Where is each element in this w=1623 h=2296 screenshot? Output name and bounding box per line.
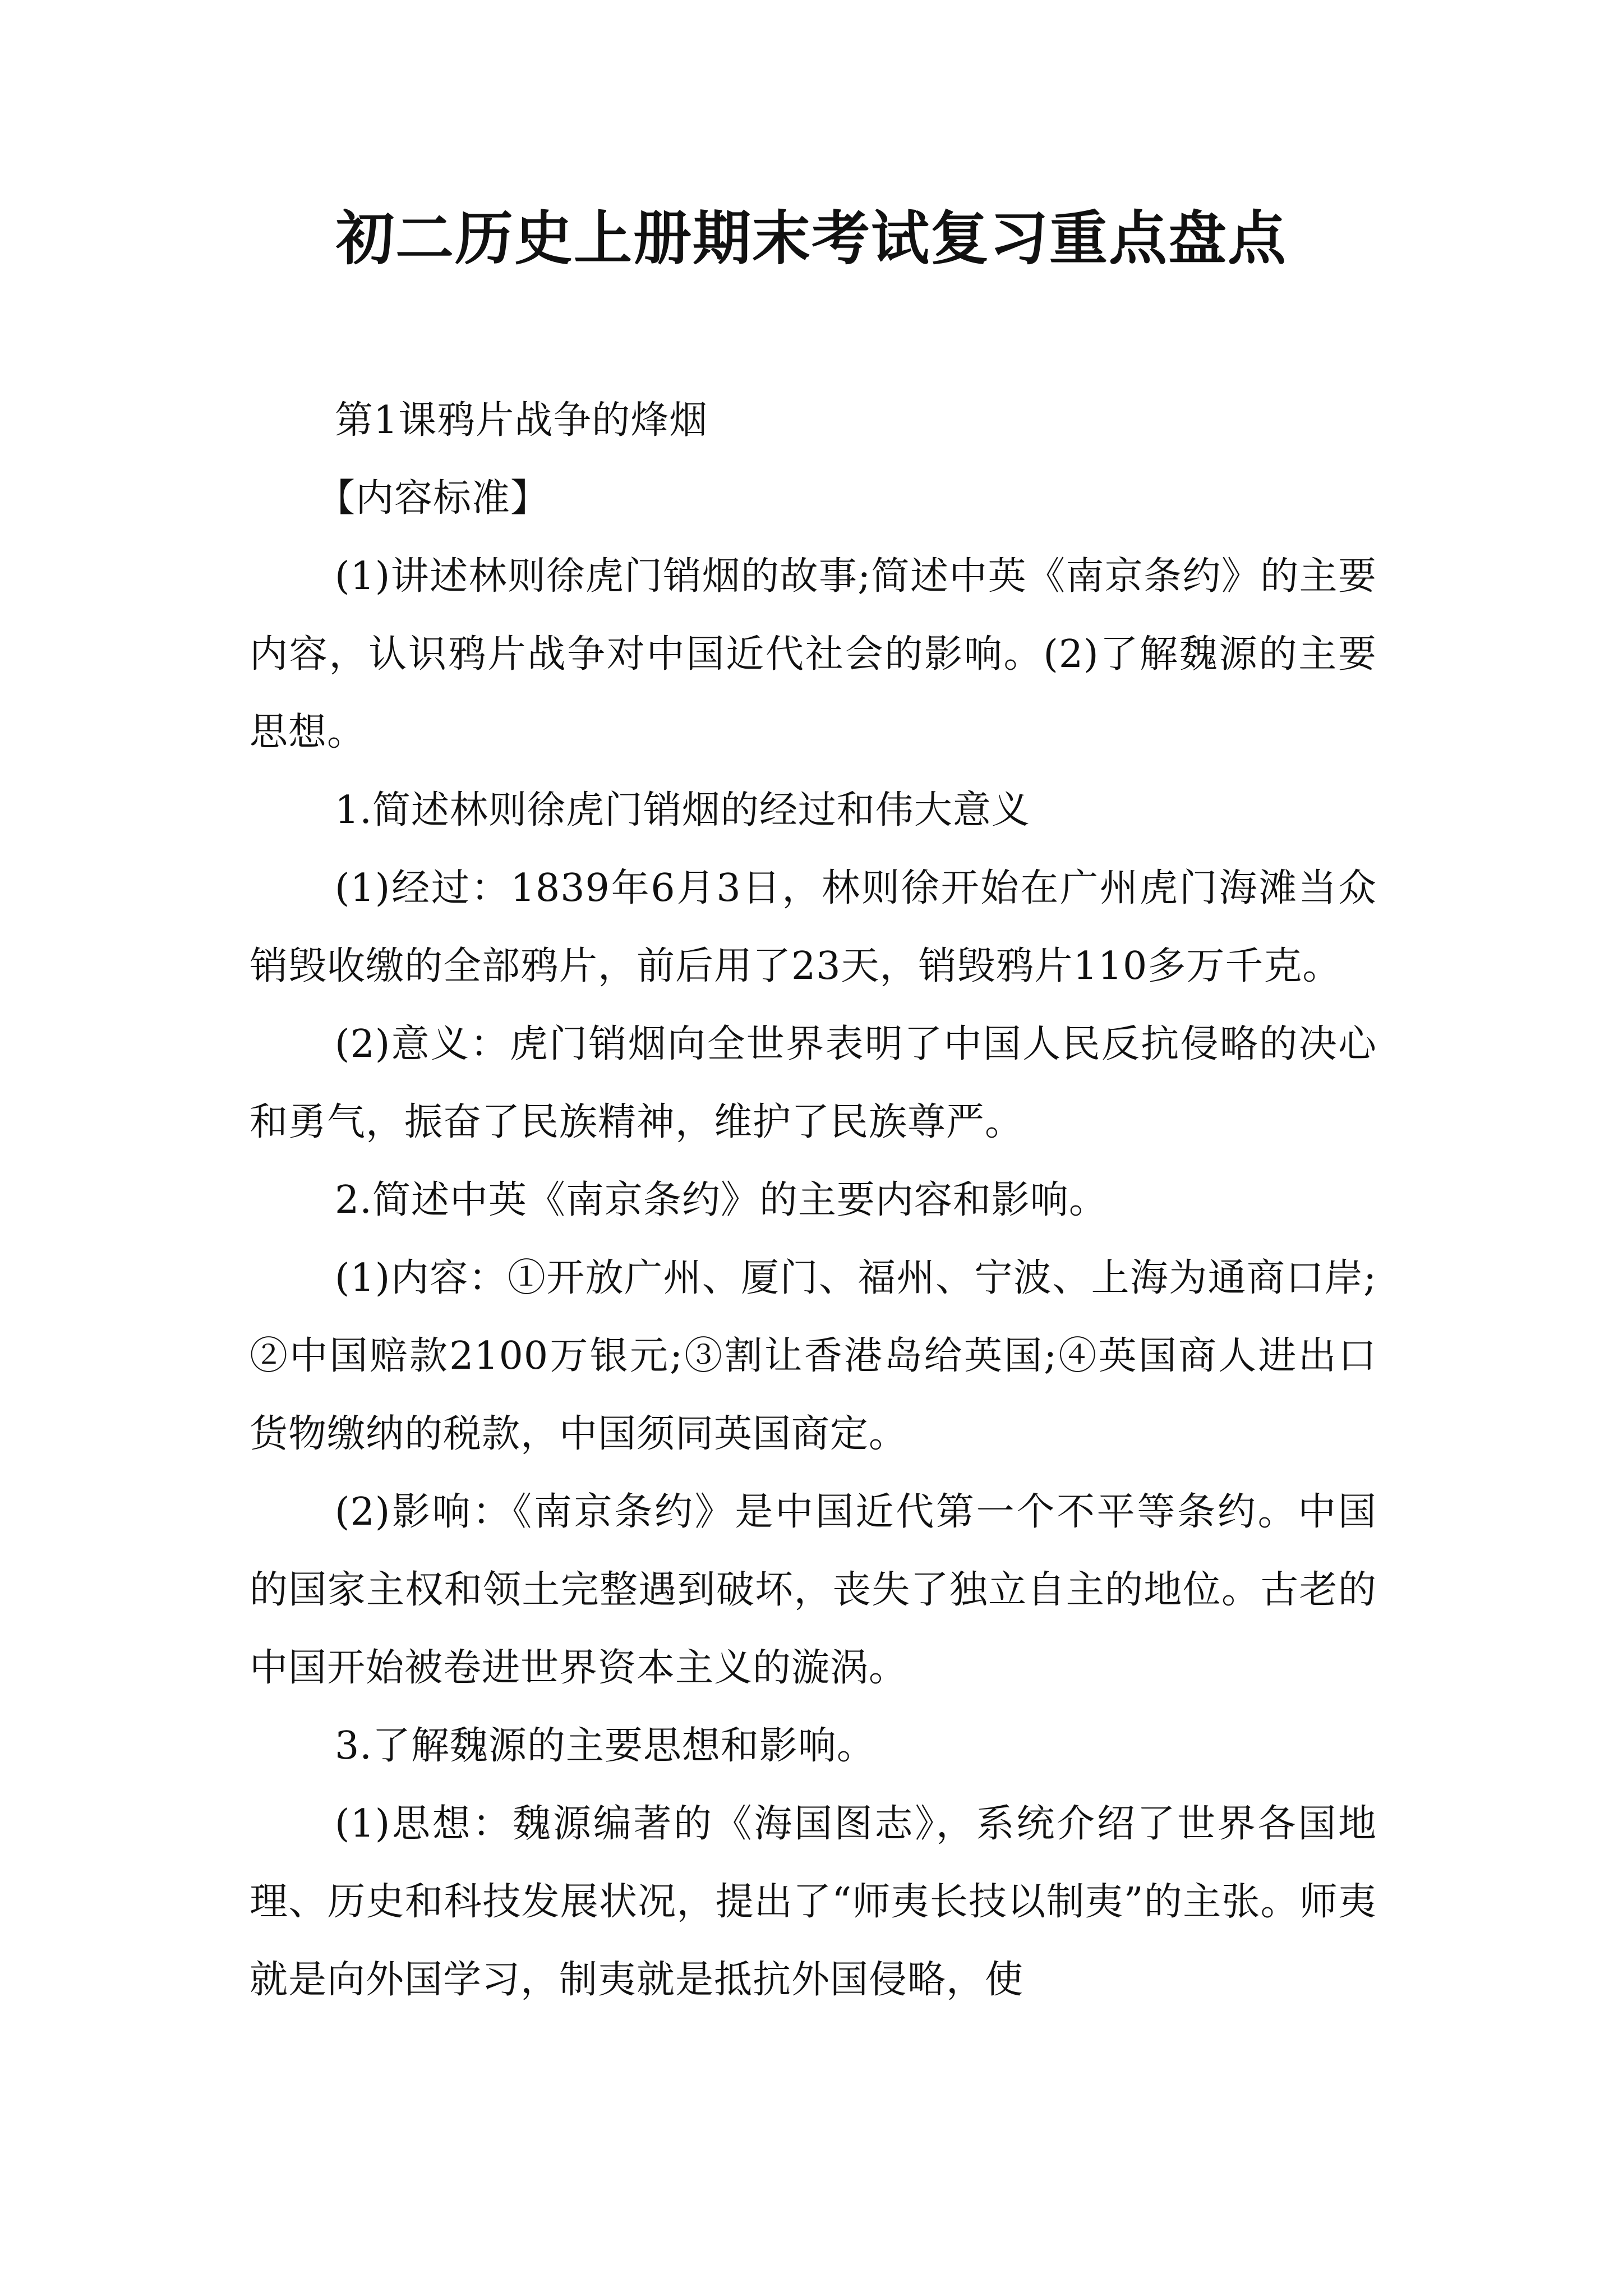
document-title: 初二历史上册期末考试复习重点盘点 bbox=[335, 204, 1287, 273]
section-heading-content-standard: 【内容标准】 bbox=[317, 476, 550, 521]
paragraph-2-content: (1)内容：①开放广州、厦门、福州、宁波、上海为通商口岸;②中国赔款2100万银元;③割让香港岛给英国;④英国商人进出口货物缴纳的税款，中国须同英国商定。 bbox=[250, 1256, 1377, 1456]
document-body bbox=[250, 381, 1377, 2019]
paragraph-standard-text: (1)讲述林则徐虎门销烟的故事;简述中英《南京条约》的主要内容，认识鸦片战争对中国近代社会的影响。(2)了解魏源的主要思想。 bbox=[250, 554, 1377, 754]
question-heading-1: 1.简述林则徐虎门销烟的经过和伟大意义 bbox=[335, 788, 1030, 832]
paragraph-2-impact: (2)影响：《南京条约》是中国近代第一个不平等条约。中国的国家主权和领土完整遇到破坏，丧失了独立自主的地位。古老的中国开始被卷进世界资本主义的漩涡。 bbox=[250, 1490, 1377, 1690]
paragraph-1-significance: (2)意义：虎门销烟向全世界表明了中国人民反抗侵略的决心和勇气，振奋了民族精神，维护了民族尊严。 bbox=[250, 1022, 1377, 1144]
paragraph-3-thought: (1)思想：魏源编著的《海国图志》，系统介绍了世界各国地理、历史和科技发展状况，提出了“师夷长技以制夷”的主张。师夷就是向外国学习，制夷就是抵抗外国侵略，使 bbox=[250, 1802, 1377, 2002]
paragraph-1-process: (1)经过：1839年6月3日，林则徐开始在广州虎门海滩当众销毁收缴的全部鸦片，前后用了23天，销毁鸦片110多万千克。 bbox=[250, 866, 1377, 988]
question-heading-2: 2.简述中英《南京条约》的主要内容和影响。 bbox=[335, 1178, 1108, 1222]
question-heading-3: 3.了解魏源的主要思想和影响。 bbox=[335, 1724, 875, 1768]
lesson-heading: 第1课鸦片战争的烽烟 bbox=[335, 398, 708, 443]
